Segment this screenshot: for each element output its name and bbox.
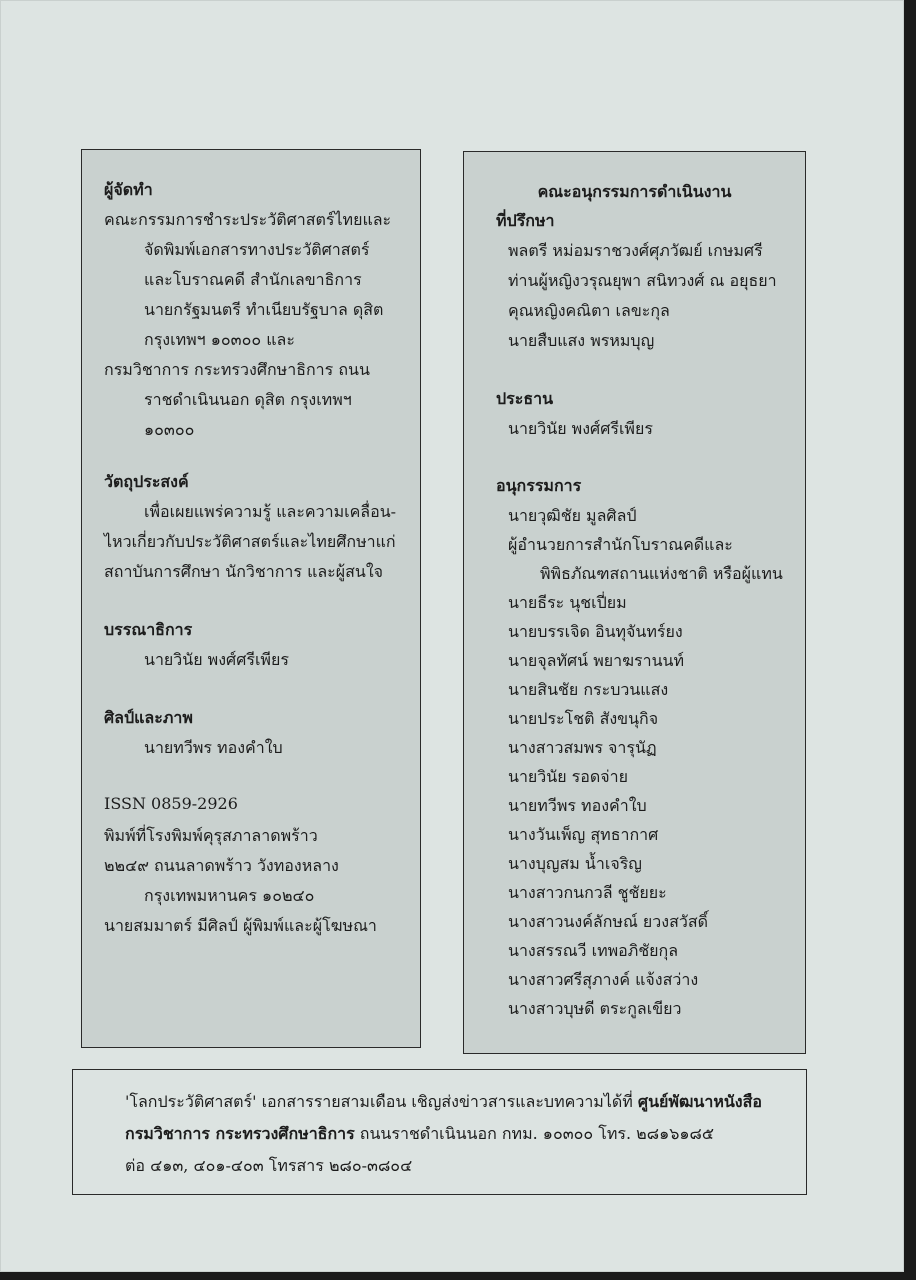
advisor-name: คุณหญิงคณิตา เลขะกุล	[508, 301, 670, 320]
notice-line-1	[125, 1090, 762, 1115]
advisors-heading: ที่ปรึกษา	[496, 211, 555, 230]
producer-line: คณะกรรมการชำระประวัติศาสตร์ไทยและ	[104, 210, 392, 229]
editor-name: นายวินัย พงศ์ศรีเพียร	[144, 650, 289, 669]
member-name: นางวันเพ็ญ สุทธากาศ	[508, 825, 659, 844]
producer-heading: ผู้จัดทำ	[104, 180, 153, 199]
member-name: นายธีระ นุชเปี่ยม	[508, 593, 627, 612]
committee-box	[463, 151, 806, 1054]
producer-line: ราชดำเนินนอก ดุสิต กรุงเทพฯ	[144, 390, 352, 409]
publication-info-box	[81, 149, 421, 1048]
member-name: นางสาวกนกวลี ชูชัยยะ	[508, 883, 667, 902]
objective-line: ไหวเกี่ยวกับประวัติศาสตร์และไทยศึกษาแก่	[104, 532, 396, 551]
producer-line: นายกรัฐมนตรี ทำเนียบรัฐบาล ดุสิต	[144, 300, 384, 319]
notice-address: ถนนราชดำเนินนอก กทม. ๑๐๓๐๐ โทร. ๒๘๑๖๑๘๕	[354, 1124, 714, 1143]
advisor-name: นายสืบแสง พรหมบุญ	[508, 331, 655, 350]
art-name: นายทวีพร ทองคำใบ	[144, 738, 283, 757]
member-name: นายบรรเจิด อินทุจันทร์ยง	[508, 622, 683, 641]
member-name: นายประโชติ สังขนุกิจ	[508, 709, 659, 728]
advisor-name: พลตรี หม่อมราชวงศ์ศุภวัฒย์ เกษมศรี	[508, 241, 763, 260]
art-heading: ศิลป์และภาพ	[104, 708, 193, 727]
member-name: นายจุลทัศน์ พยาฆรานนท์	[508, 651, 684, 670]
print-line: ๒๒๔๙ ถนนลาดพร้าว วังทองหลาง	[104, 856, 339, 875]
member-name: นายวุฒิชัย มูลศิลป์	[508, 506, 637, 525]
chair-name: นายวินัย พงศ์ศรีเพียร	[508, 419, 653, 438]
member-name: พิพิธภัณฑสถานแห่งชาติ หรือผู้แทน	[540, 564, 783, 583]
objective-heading: วัตถุประสงค์	[104, 472, 189, 491]
print-line: พิมพ์ที่โรงพิมพ์คุรุสภาลาดพร้าว	[104, 826, 318, 845]
notice-line-3: ต่อ ๔๑๓, ๔๐๑-๔๐๓ โทรสาร ๒๘๐-๓๘๐๔	[125, 1156, 413, 1175]
advisor-name: ท่านผู้หญิงวรุณยุพา สนิทวงศ์ ณ อยุธยา	[508, 271, 777, 290]
contact-notice-box	[72, 1069, 807, 1195]
member-name: ผู้อำนวยการสำนักโบราณคดีและ	[508, 535, 733, 554]
editor-heading: บรรณาธิการ	[104, 620, 193, 639]
member-name: นายวินัย รอดจ่าย	[508, 767, 629, 786]
issn: ISSN 0859-2926	[104, 794, 238, 813]
member-name: นางสาวศรีสุภางค์ แจ้งสว่าง	[508, 970, 699, 989]
notice-dept: กรมวิชาการ กระทรวงศึกษาธิการ	[125, 1124, 355, 1143]
producer-line: กรมวิชาการ กระทรวงศึกษาธิการ ถนน	[104, 360, 370, 379]
member-name: นายสินชัย กระบวนแสง	[508, 680, 669, 699]
member-name: นางบุญสม น้ำเจริญ	[508, 854, 642, 873]
notice-org: ศูนย์พัฒนาหนังสือ	[637, 1092, 762, 1111]
committee-title: คณะอนุกรรมการดำเนินงาน	[537, 182, 732, 201]
objective-line: สถาบันการศึกษา นักวิชาการ และผู้สนใจ	[104, 562, 384, 581]
members-heading: อนุกรรมการ	[496, 476, 582, 495]
print-line: นายสมมาตร์ มีศิลป์ ผู้พิมพ์และผู้โฆษณา	[104, 916, 377, 935]
member-name: นางสรรณวี เทพอภิชัยกุล	[508, 941, 679, 960]
chair-heading: ประธาน	[496, 389, 554, 408]
objective-line: เพื่อเผยแพร่ความรู้ และความเคลื่อน-	[144, 502, 397, 521]
member-name: นางสาวนงค์ลักษณ์ ยวงสวัสดิ์	[508, 912, 708, 931]
print-line: กรุงเทพมหานคร ๑๐๒๔๐	[144, 886, 315, 905]
member-name: นางสาวบุษดี ตระกูลเขียว	[508, 999, 682, 1018]
producer-line: กรุงเทพฯ ๑๐๓๐๐ และ	[144, 330, 295, 349]
member-name: นายทวีพร ทองคำใบ	[508, 796, 647, 815]
producer-line: ๑๐๓๐๐	[144, 420, 195, 439]
notice-line-2	[125, 1122, 714, 1147]
producer-line: จัดพิมพ์เอกสารทางประวัติศาสตร์	[144, 240, 370, 259]
notice-text: 'โลกประวัติศาสตร์' เอกสารรายสามเดือน เชิญส่งข่าวสารและบทความได้ที่	[125, 1092, 638, 1111]
producer-line: และโบราณคดี สำนักเลขาธิการ	[144, 270, 362, 289]
member-name: นางสาวสมพร จารุนัฏ	[508, 738, 657, 757]
